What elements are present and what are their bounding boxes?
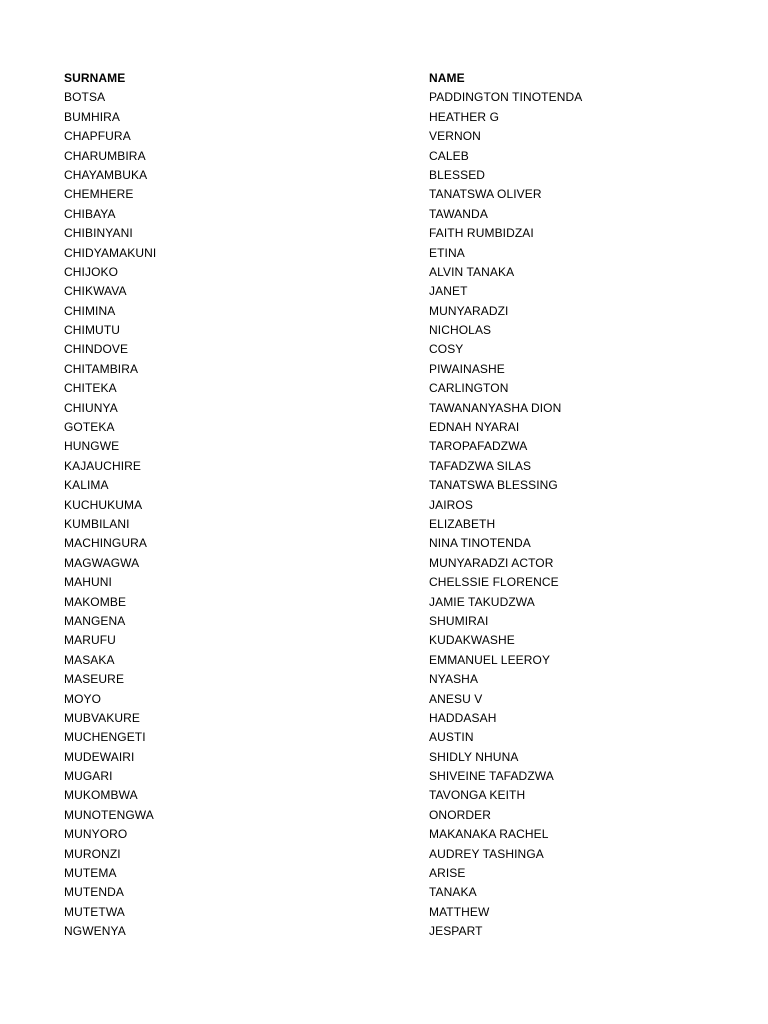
name-cell: CARLINGTON bbox=[429, 381, 509, 396]
table-row bbox=[64, 690, 709, 709]
surname-cell: CHITAMBIRA bbox=[64, 361, 139, 376]
surname-cell: KALIMA bbox=[64, 478, 109, 493]
name-cell: PADDINGTON TINOTENDA bbox=[429, 90, 583, 105]
name-cell: ANESU V bbox=[429, 691, 483, 706]
name-cell: EMMANUEL LEEROY bbox=[429, 652, 551, 667]
name-cell: TANAKA bbox=[429, 885, 477, 900]
table-row bbox=[64, 108, 709, 127]
name-cell: JAMIE TAKUDZWA bbox=[429, 594, 535, 609]
table-row bbox=[64, 147, 709, 166]
table-row bbox=[64, 127, 709, 146]
table-row bbox=[64, 728, 709, 747]
name-cell: AUSTIN bbox=[429, 730, 474, 745]
name-cell: SHUMIRAI bbox=[429, 613, 489, 628]
surname-cell: MACHINGURA bbox=[64, 536, 148, 551]
table-row bbox=[64, 399, 709, 418]
name-cell: SHIVEINE TAFADZWA bbox=[429, 769, 554, 784]
name-cell: PIWAINASHE bbox=[429, 361, 505, 376]
name-cell: HEATHER G bbox=[429, 109, 500, 124]
surname-cell: MASAKA bbox=[64, 652, 115, 667]
name-cell: VERNON bbox=[429, 129, 481, 144]
name-cell: NINA TINOTENDA bbox=[429, 536, 531, 551]
table-row bbox=[64, 825, 709, 844]
table-row bbox=[64, 631, 709, 650]
surname-cell: MUBVAKURE bbox=[64, 710, 141, 725]
name-cell: MUNYARADZI ACTOR bbox=[429, 555, 554, 570]
surname-cell: MURONZI bbox=[64, 846, 121, 861]
surname-cell: MARUFU bbox=[64, 633, 116, 648]
table-row bbox=[64, 709, 709, 728]
name-cell: ONORDER bbox=[429, 807, 492, 822]
surname-cell: MUNYORO bbox=[64, 827, 128, 842]
name-cell: TANATSWA BLESSING bbox=[429, 478, 558, 493]
table-row bbox=[64, 437, 709, 456]
table-row bbox=[64, 845, 709, 864]
table-row bbox=[64, 670, 709, 689]
surname-cell: CHITEKA bbox=[64, 381, 117, 396]
surname-cell: NGWENYA bbox=[64, 924, 126, 939]
table-row bbox=[64, 360, 709, 379]
table-row bbox=[64, 573, 709, 592]
surname-cell: MOYO bbox=[64, 691, 102, 706]
surname-cell: MUTEMA bbox=[64, 866, 117, 881]
table-row bbox=[64, 515, 709, 534]
surname-cell: CHIMUTU bbox=[64, 323, 121, 338]
table-row bbox=[64, 340, 709, 359]
surname-cell: MUDEWAIRI bbox=[64, 749, 135, 764]
name-cell: CHELSSIE FLORENCE bbox=[429, 575, 559, 590]
table-row bbox=[64, 806, 709, 825]
name-cell: TAVONGA KEITH bbox=[429, 788, 526, 803]
table-row bbox=[64, 534, 709, 553]
table-row bbox=[64, 282, 709, 301]
table-row bbox=[64, 185, 709, 204]
name-list-table bbox=[64, 69, 709, 942]
table-header-row bbox=[64, 69, 709, 88]
table-row bbox=[64, 786, 709, 805]
name-cell: HADDASAH bbox=[429, 710, 497, 725]
name-cell: MATTHEW bbox=[429, 904, 490, 919]
table-row bbox=[64, 612, 709, 631]
surname-cell: MANGENA bbox=[64, 613, 126, 628]
surname-cell: MAGWAGWA bbox=[64, 555, 140, 570]
surname-cell: MUCHENGETI bbox=[64, 730, 146, 745]
surname-cell: MUTETWA bbox=[64, 904, 125, 919]
name-cell: ARISE bbox=[429, 866, 466, 881]
name-cell: SHIDLY NHUNA bbox=[429, 749, 519, 764]
name-cell: COSY bbox=[429, 342, 464, 357]
table-row bbox=[64, 748, 709, 767]
table-row bbox=[64, 922, 709, 941]
surname-cell: MUGARI bbox=[64, 769, 113, 784]
name-column-header: NAME bbox=[429, 71, 465, 85]
surname-cell: HUNGWE bbox=[64, 439, 120, 454]
surname-cell: KAJAUCHIRE bbox=[64, 458, 142, 473]
name-cell: ELIZABETH bbox=[429, 516, 496, 531]
surname-cell: CHAYAMBUKA bbox=[64, 167, 148, 182]
table-row bbox=[64, 903, 709, 922]
name-cell: JESPART bbox=[429, 924, 483, 939]
surname-cell: CHIJOKO bbox=[64, 264, 119, 279]
surname-cell: MAKOMBE bbox=[64, 594, 127, 609]
table-row bbox=[64, 593, 709, 612]
surname-cell: BUMHIRA bbox=[64, 109, 121, 124]
surname-cell: GOTEKA bbox=[64, 420, 115, 435]
table-row bbox=[64, 166, 709, 185]
surname-cell: CHEMHERE bbox=[64, 187, 134, 202]
table-row bbox=[64, 379, 709, 398]
name-cell: CALEB bbox=[429, 148, 469, 163]
surname-cell: MUTENDA bbox=[64, 885, 125, 900]
table-row bbox=[64, 864, 709, 883]
surname-cell: BOTSA bbox=[64, 90, 106, 105]
name-cell: BLESSED bbox=[429, 167, 486, 182]
surname-cell: CHIBINYANI bbox=[64, 226, 133, 241]
surname-cell: CHIMINA bbox=[64, 303, 116, 318]
table-row bbox=[64, 205, 709, 224]
name-cell: TANATSWA OLIVER bbox=[429, 187, 542, 202]
surname-cell: CHAPFURA bbox=[64, 129, 131, 144]
surname-cell: MUKOMBWA bbox=[64, 788, 138, 803]
name-cell: FAITH RUMBIDZAI bbox=[429, 226, 534, 241]
table-row bbox=[64, 302, 709, 321]
surname-column-header: SURNAME bbox=[64, 71, 126, 85]
name-cell: TAWANANYASHA DION bbox=[429, 400, 562, 415]
surname-cell: CHIKWAVA bbox=[64, 284, 127, 299]
name-cell: EDNAH NYARAI bbox=[429, 420, 520, 435]
surname-cell: CHIBAYA bbox=[64, 206, 116, 221]
table-row bbox=[64, 88, 709, 107]
surname-cell: CHIUNYA bbox=[64, 400, 118, 415]
surname-cell: KUCHUKUMA bbox=[64, 497, 143, 512]
name-cell: TAROPAFADZWA bbox=[429, 439, 528, 454]
surname-cell: KUMBILANI bbox=[64, 516, 130, 531]
surname-cell: MUNOTENGWA bbox=[64, 807, 154, 822]
table-row bbox=[64, 651, 709, 670]
table-row bbox=[64, 263, 709, 282]
table-row bbox=[64, 496, 709, 515]
name-cell: TAFADZWA SILAS bbox=[429, 458, 532, 473]
name-cell: ALVIN TANAKA bbox=[429, 264, 515, 279]
table-row bbox=[64, 767, 709, 786]
name-cell: MUNYARADZI bbox=[429, 303, 509, 318]
table-row bbox=[64, 476, 709, 495]
surname-cell: CHARUMBIRA bbox=[64, 148, 146, 163]
surname-cell: CHIDYAMAKUNI bbox=[64, 245, 157, 260]
table-row bbox=[64, 554, 709, 573]
name-cell: NYASHA bbox=[429, 672, 479, 687]
table-row bbox=[64, 418, 709, 437]
surname-cell: CHINDOVE bbox=[64, 342, 129, 357]
name-cell: JAIROS bbox=[429, 497, 473, 512]
name-cell: JANET bbox=[429, 284, 468, 299]
surname-cell: MAHUNI bbox=[64, 575, 112, 590]
name-cell: NICHOLAS bbox=[429, 323, 492, 338]
name-cell: ETINA bbox=[429, 245, 465, 260]
name-cell: KUDAKWASHE bbox=[429, 633, 515, 648]
name-cell: TAWANDA bbox=[429, 206, 488, 221]
table-row bbox=[64, 321, 709, 340]
name-cell: MAKANAKA RACHEL bbox=[429, 827, 549, 842]
name-cell: AUDREY TASHINGA bbox=[429, 846, 544, 861]
table-row bbox=[64, 224, 709, 243]
surname-cell: MASEURE bbox=[64, 672, 125, 687]
table-row bbox=[64, 457, 709, 476]
table-row bbox=[64, 883, 709, 902]
table-body bbox=[64, 88, 709, 941]
table-row bbox=[64, 244, 709, 263]
